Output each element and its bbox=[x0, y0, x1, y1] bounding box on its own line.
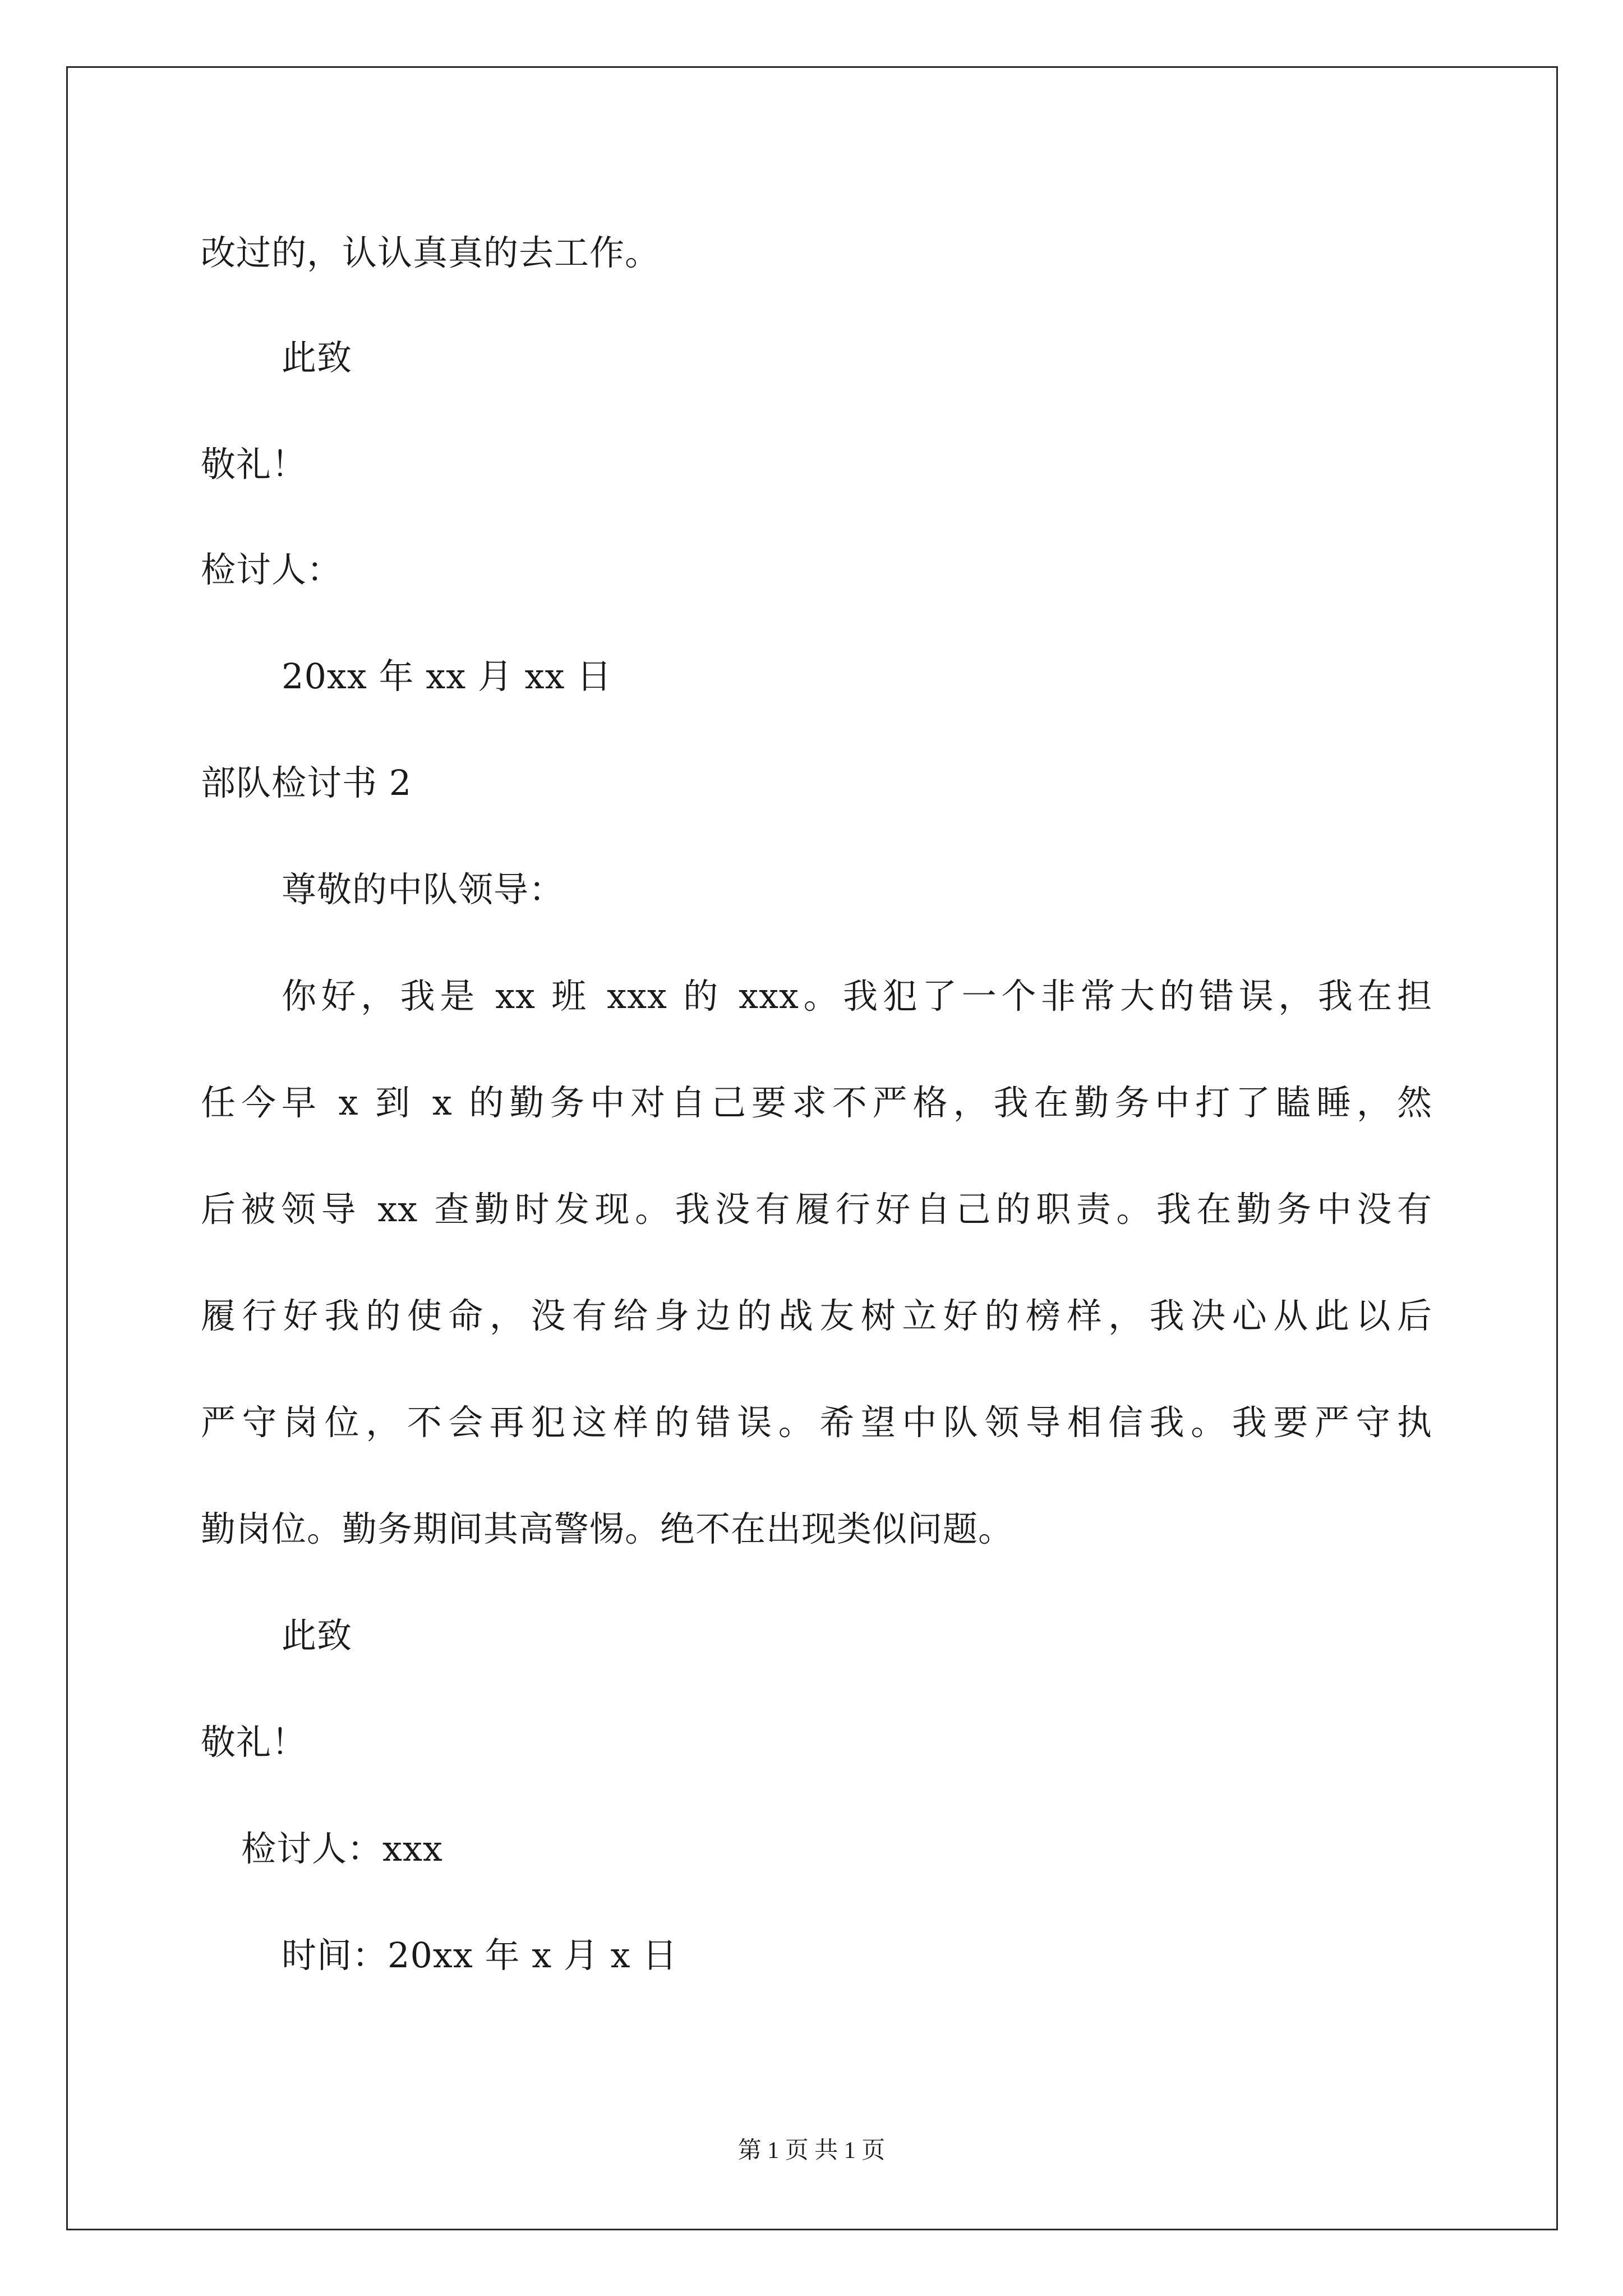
text-line-continuation: 改过的，认认真真的去工作。 bbox=[201, 232, 661, 273]
text-line-date-2: 时间：20xx 年 x 月 x 日 bbox=[282, 1935, 678, 1976]
paragraph-line-6: 勤岗位。勤务期间其高警惕。绝不在出现类似问题。 bbox=[201, 1508, 1014, 1549]
paragraph-line-1: 你好，我是 xx 班 xxx 的 xxx。我犯了一个非常大的错误，我在担 bbox=[282, 976, 1432, 1016]
section-heading: 部队检讨书 2 bbox=[201, 762, 412, 803]
text-line-regards-2: 敬礼！ bbox=[201, 1722, 307, 1763]
paragraph-line-2: 任今早 x 到 x 的勤务中对自己要求不严格，我在勤务中打了瞌睡，然 bbox=[201, 1082, 1432, 1123]
text-line-date-1: 20xx 年 xx 月 xx 日 bbox=[282, 656, 612, 697]
text-line-salutation-1: 此致 bbox=[282, 337, 353, 378]
text-line-author-2: 检讨人：xxx bbox=[241, 1828, 443, 1869]
text-line-regards-1: 敬礼！ bbox=[201, 444, 307, 485]
paragraph-line-5: 严守岗位，不会再犯这样的错误。希望中队领导相信我。我要严守执 bbox=[201, 1402, 1432, 1443]
text-line-author-label-1: 检讨人： bbox=[201, 549, 343, 590]
page-footer: 第 1 页 共 1 页 bbox=[737, 2138, 886, 2164]
page-border bbox=[66, 66, 1558, 2230]
text-line-salutation-2: 此致 bbox=[282, 1615, 353, 1656]
paragraph-line-3: 后被领导 xx 查勤时发现。我没有履行好自己的职责。我在勤务中没有 bbox=[201, 1189, 1432, 1230]
text-line-addressee: 尊敬的中队领导： bbox=[282, 869, 565, 910]
paragraph-line-4: 履行好我的使命，没有给身边的战友树立好的榜样，我决心从此以后 bbox=[201, 1295, 1432, 1336]
